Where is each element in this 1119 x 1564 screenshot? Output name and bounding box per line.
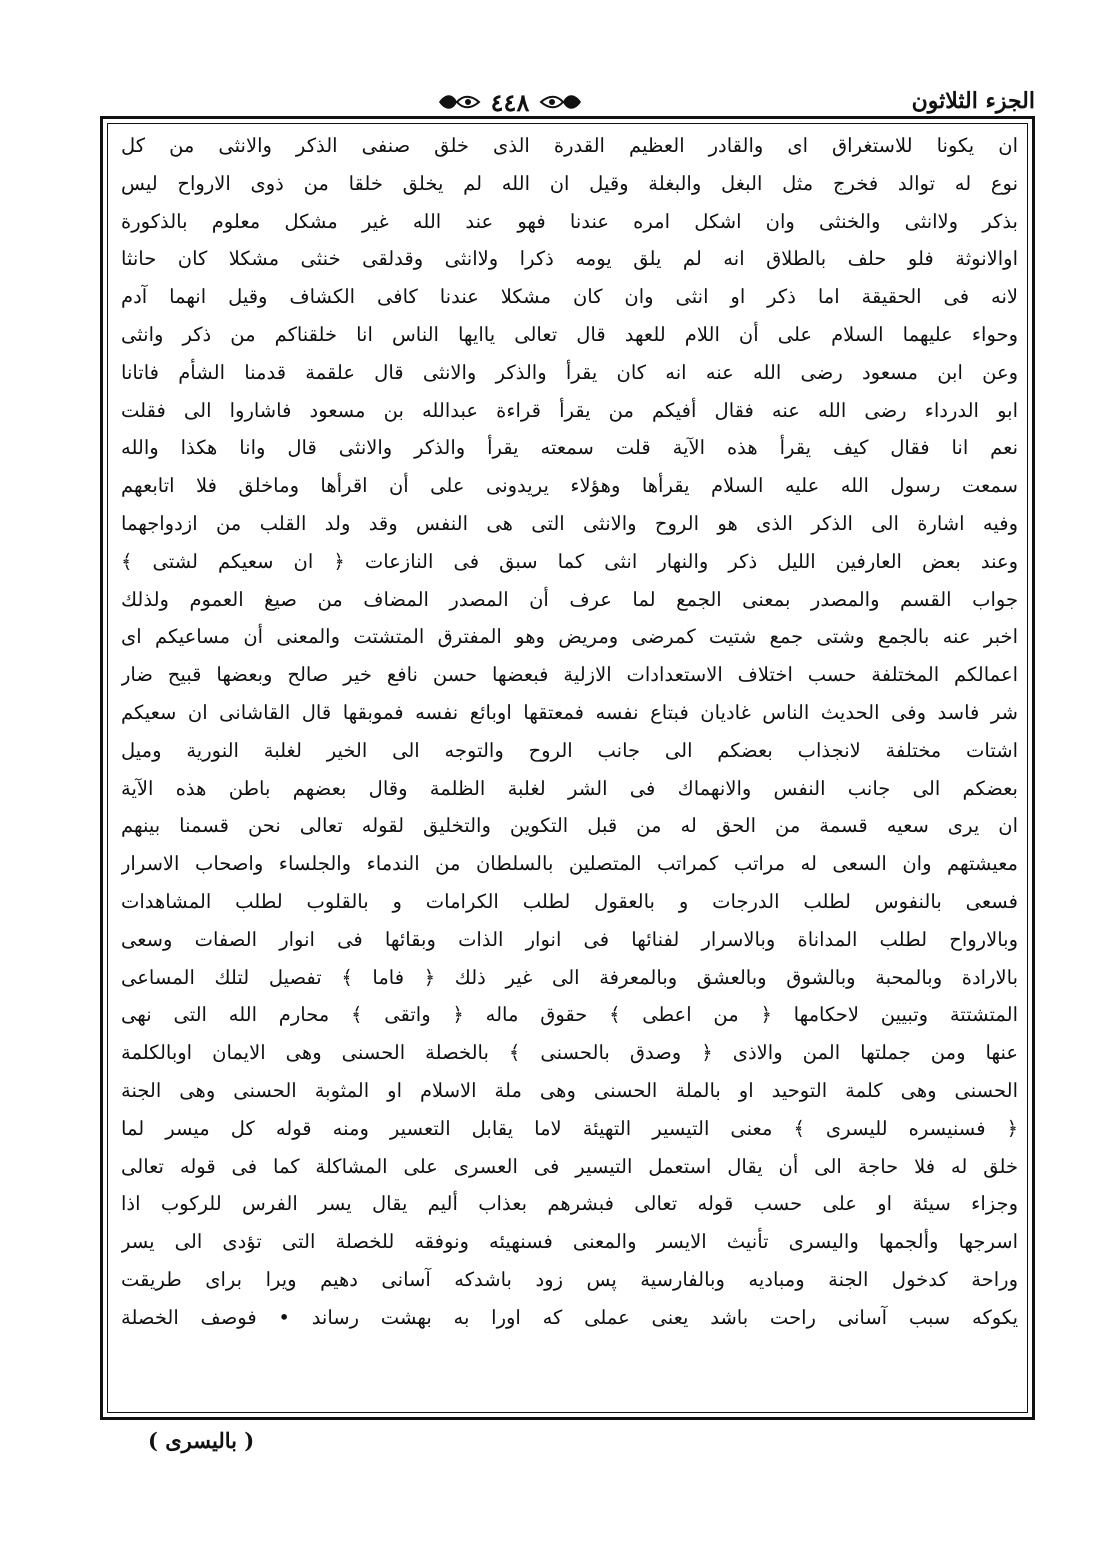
text-line: جواب القسم والمصدر بمعنى الجمع لما عرف أن المصدر المضاف من صيغ العموم ولذلك	[121, 587, 1018, 611]
page-number: ٤٤٨	[490, 87, 530, 117]
text-line: سمعت رسول الله عليه السلام يقرأها وهؤلاء يريدونى على أن اقرأها وماخلق فلا اتابعهم	[121, 474, 1018, 498]
floral-ornament-icon	[539, 91, 583, 113]
text-line: الحسنى وهى كلمة التوحيد او بالملة الحسنى وهى ملة الاسلام او المثوبة الحسنى وهى الجنة	[121, 1078, 1018, 1102]
text-line: معيشتهم وان السعى له مراتب كمراتب المتصلين بالسلطان من الندماء والجلساء واصحاب الاسرار	[121, 852, 1018, 876]
text-line: وحواء عليهما السلام على أن اللام للعهد قال تعالى ياايها الناس انا خلقناكم من ذكر وانثى	[121, 322, 1018, 346]
text-line: اعمالكم المختلفة حسب اختلاف الاستعدادات الازلية فبعضها حسن نافع خير صالح وبعضها قبيح ضار	[121, 663, 1018, 687]
text-line: عنها ومن جملتها المن والاذى ﴿ وصدق بالحسنى ﴾ بالخصلة الحسنى وهى الايمان اوبالكلمة	[121, 1041, 1018, 1065]
floral-ornament-icon	[437, 91, 481, 113]
text-line: بذكر ولاانثى والخنثى وان اشكل امره عندنا فهو عند الله غير مشكل معلوم بالذكورة	[121, 209, 1018, 233]
text-frame	[100, 116, 1035, 1420]
text-line: اخبر عنه بالجمع وشتى جمع شتيت كمرضى ومريض وهو المفترق المتشتت والمعنى أن مساعيكم اى	[121, 625, 1018, 649]
text-line: ﴿ فسنيسره لليسرى ﴾ معنى التيسير التهيئة لاما يقابل التعسير ومنه قوله كل ميسر لما	[121, 1116, 1018, 1140]
text-line: وعن ابن مسعود رضى الله عنه انه كان يقرأ والذكر والانثى قال علقمة قدمنا الشأم فاتانا	[121, 360, 1018, 384]
text-line: وراحة كدخول الجنة ومباديه وبالفارسية پس زود باشدكه آسانى دهيم ويرا براى طريقت	[121, 1267, 1018, 1291]
text-line: وعند بعض العارفين الليل ذكر والنهار انثى كما سبق فى النازعات ﴿ ان سعيكم لشتى ﴾	[121, 549, 1018, 573]
running-title: الجزء الثلاثون	[911, 88, 1035, 114]
catchword: ( باليسرى )	[148, 1428, 255, 1453]
text-line: ان يرى سعيه قسمة من الحق له من قبل التكوين والتخليق لقوله تعالى نحن قسمنا بينهم	[121, 814, 1018, 838]
text-line: اسرجها وألجمها واليسرى تأنيث الايسر والمعنى فسنهيئه ونوفقه للخصلة التى تؤدى الى يسر	[121, 1230, 1018, 1254]
text-line: خلق له فلا حاجة الى أن يقال استعمل التيسير فى العسرى على المشاكلة كما فى قوله تعالى	[121, 1154, 1018, 1178]
text-line: نوع له توالد فخرج مثل البغل والبغلة وقيل ان الله لم يخلق خلقا من ذوى الارواح ليس	[121, 171, 1018, 195]
text-line: وفيه اشارة الى الذكر الذى هو الروح والانثى التى هى النفس وقد ولد القلب من ازدواجهما	[121, 511, 1018, 535]
text-line: يكوكه سبب آسانى راحت باشد يعنى عملى كه اورا به بهشت رساند • فوصف الخصلة	[121, 1305, 1018, 1329]
text-line: ابو الدرداء رضى الله عنه فقال أفيكم من يقرأ قراءة عبدالله بن مسعود فاشاروا الى فقلت	[121, 398, 1018, 422]
text-line: ان يكونا للاستغراق اى والقادر العظيم القدرة الذى خلق صنفى الذكر والانثى من كل	[121, 134, 1018, 157]
text-body	[121, 127, 1018, 1337]
text-line: وبالارواح لطلب المداناة وبالاسرار لفنائها فى انوار الذات وبقائها فى انوار الصفات وسعى	[121, 927, 1018, 951]
text-line: وجزاء سيئة او على حسب قوله تعالى فبشرهم بعذاب أليم يقال يسر الفرس للركوب اذا	[121, 1192, 1018, 1216]
text-line: اشتات مختلفة لانجذاب بعضكم الى جانب الروح والتوجه الى الخير لغلبة النورية وميل	[121, 738, 1018, 762]
page-header	[100, 86, 1035, 120]
text-line: لانه فى الحقيقة اما ذكر او انثى وان كان مشكلا عندنا كافى الكشاف وقيل انهما آدم	[121, 285, 1018, 309]
text-line: بعضكم الى جانب النفس والانهماك فى الشر لغلبة الظلمة وقال بعضهم باطن هذه الآية	[121, 776, 1018, 800]
text-line: المتشتتة وتبيين لاحكامها ﴿ من اعطى ﴾ حقوق ماله ﴿ واتقى ﴾ محارم الله التى نهى	[121, 1003, 1018, 1027]
text-line: اوالانوثة فلو حلف بالطلاق انه لم يلق يومه ذكرا ولاانثى وقدلقى خنثى مشكلا كان حانثا	[121, 247, 1018, 271]
text-line: نعم انا فقال كيف يقرأ هذه الآية قلت سمعته يقرأ والذكر والانثى قال وانا هكذا والله	[121, 436, 1018, 460]
text-line: شر فاسد وفى الحديث الناس غاديان فبتاع نفسه فمعتقها اوبائع نفسه فموبقها قال القاشانى ان سعيكم	[121, 700, 1018, 724]
text-line: بالارادة وبالمحبة وبالشوق وبالعشق وبالمعرفة الى غير ذلك ﴿ فاما ﴾ تفصيل لتلك المساعى	[121, 965, 1018, 989]
page-number-block	[400, 86, 620, 118]
text-line: فسعى بالنفوس لطلب الدرجات و بالعقول لطلب الكرامات و بالقلوب لطلب المشاهدات	[121, 889, 1018, 913]
